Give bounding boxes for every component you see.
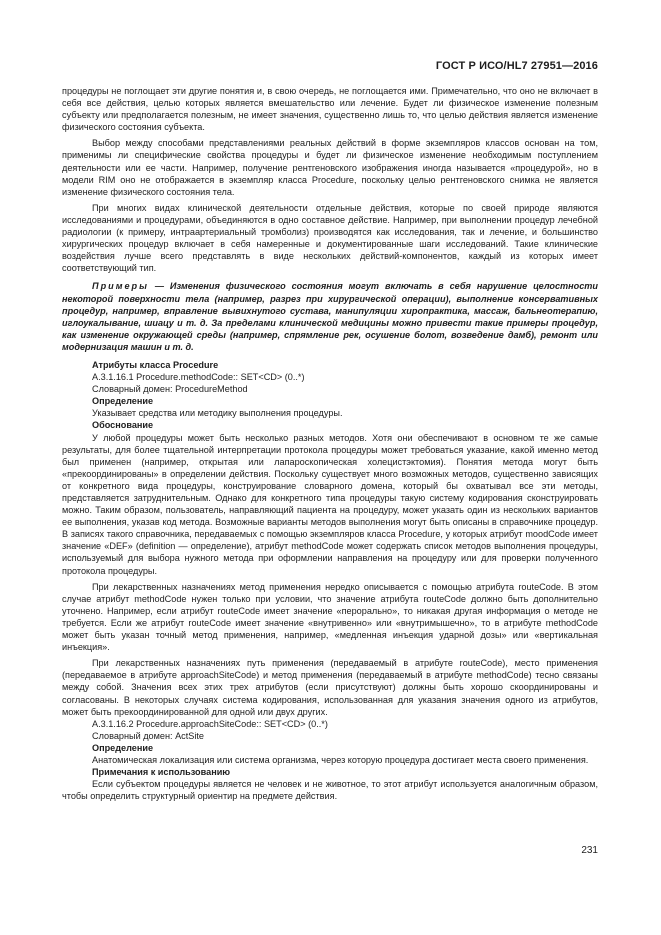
page-body (62, 85, 598, 806)
document-standard-id: ГОСТ Р ИСО/HL7 27951—2016 (435, 60, 598, 72)
attribute-approach-site-code: A.3.1.16.2 Procedure.approachSiteCode:: SET<CD> (0..*) (92, 718, 328, 729)
examples-label: Примеры (92, 281, 149, 292)
section-heading-procedure-attributes: Атрибуты класса Procedure (92, 359, 219, 370)
definition-heading-approach: Определение (92, 742, 154, 753)
paragraph-continuation: процедуры не поглощает эти другие понятия и, в свою очередь, не поглощается ими. Примечательно, что оно не включает в себя все действия, целью которых является вмешательство или лечение. Будет ли физическое изменение полезным субъекту или предполагается полезным, не имеет значения, существенно лишь то, что целью действия является изменение физического состояния субъекта. (62, 86, 598, 133)
definition-heading: Определение (92, 396, 154, 407)
examples-text: — Изменения физического состояния могут включать в себя нарушение целостности некоторой поверхности тела (например, разрез при хирургической операции), выполнение консервативных процедур, например, вправление вывихнутого сустава, манипуляции хиропрактика, массаж, бальнеотерапию, иглоукалывание, шиацу и т. д. За пределами клинической медицины можно привести такие примеры процедур, как изменение окружающей среды (например, спрямление рек, осушение болот, возведение дамб), ремонт или модернизация машин и т. д. (62, 281, 598, 352)
definition-text-approach: Анатомическая локализация или система организма, через которую процедура достигает места своего применения. (92, 754, 589, 765)
paragraph-route-site-method: При лекарственных назначениях путь применения (передаваемый в атрибуте routeCode), место применения (передаваемое в атрибуте approachSiteCode) и метод применения (передаваемый в атрибуте methodCode) тесно связаны между собой. Значения всех этих трех атрибутов (если присутствуют) должны быть хорошо скоординированы и согласованы. В некоторых случаях система кодирования, использованная для указания значения одного из атрибутов, может быть прекоординированной для одной или двух других. (62, 658, 598, 717)
usage-notes-text: Если субъектом процедуры является не человек и не животное, то этот атрибут используется аналогичным образом, чтобы определить структурный ориентир на предмете действия. (62, 779, 598, 802)
examples-note (62, 280, 598, 353)
vocabulary-domain-method: Словарный домен: ProcedureMethod (92, 384, 248, 395)
vocabulary-domain-actsite: Словарный домен: ActSite (92, 730, 204, 741)
attribute-method-code: A.3.1.16.1 Procedure.methodCode:: SET<CD> (0..*) (92, 372, 305, 383)
paragraph-representation-choice: Выбор между способами представлениями реальных действий в форме экземпляров классов основан на том, применимы ли специфические свойства процедуры и будет ли физическое изменение необходимым поступлением деятельности или ее части. Например, получение рентгеновского изображения иногда называется «процедурой», но в модели RIM оно не отображается в экземпляр класса Procedure, поскольку целью рентгеновского снимка не является изменение физического состояния тела. (62, 138, 598, 197)
paragraph-clinical-activities: При многих видах клинической деятельности отдельные действия, которые по своей природе являются исследованиями и процедурами, объединяются в одно составное действие. Например, при выполнении процедур лечебной радиологии (к примеру, интраартериальный тромболиз) производятся как исследования, так и лечение, и большинство хирургических процедур включает в себя намеренные и документированные шаги исследований. Такие клинические воздействия лучше всего представлять в виде нескольких действий-компонентов, каждый из которых имеет соответствующий тип. (62, 202, 598, 274)
definition-text-method: Указывает средства или методику выполнения процедуры. (92, 408, 343, 419)
paragraph-method-rationale: У любой процедуры может быть несколько разных методов. Хотя они обеспечивают в основном те же самые результаты, для более тщательной интерпретации протокола процедуры может требоваться указание, какой именно метод был применен (например, открытая или лапароскопическая холецистэктомия). Понятия метода могут быть «прекоординированы» в определении действия. Поскольку существует много возможных методов, существенно зависящих от конкретного вида процедуры, конструирование словарного домена, который бы охватывал все эти методы, представляется затруднительным. Однако для конкретного типа процедуры такую систему кодирования сконструировать можно. Таким образом, пользователь, направляющий пациента на процедуру, может указать один из нескольких вариантов ее выполнения, указав код метода. Возможные варианты методов выполнения могут быть описаны в справочнике процедур. В записях такого справочника, передаваемых с помощью экземпляров класса Procedure, у которых атрибут moodCode имеет значение «DEF» (definition — определение), атрибут methodCode может содержать список методов выполнения процедуры, используемый для выбора нужного метода при оформлении направления на процедуру или для проверки полученного протокола процедуры. (62, 432, 598, 576)
usage-notes-heading: Примечания к использованию (92, 767, 231, 778)
paragraph-route-code: При лекарственных назначениях метод применения нередко описывается с помощью атрибута routeCode. В этом случае атрибут methodCode нужен только при условии, что значение атрибута routeCode должно быть дополнительно уточнено. Например, если атрибут routeCode имеет значение «перорально», то никакая другая информация о методе не требуется. Если же атрибут routeCode имеет значение «внутривенно» или «внутримышечно», то в атрибуте methodCode может быть указан точный метод применения, например, «медленная инъекция ударной дозы» или «вертикальная инъекция». (62, 581, 598, 653)
rationale-heading: Обоснование (92, 420, 154, 431)
page-number: 231 (581, 845, 598, 856)
